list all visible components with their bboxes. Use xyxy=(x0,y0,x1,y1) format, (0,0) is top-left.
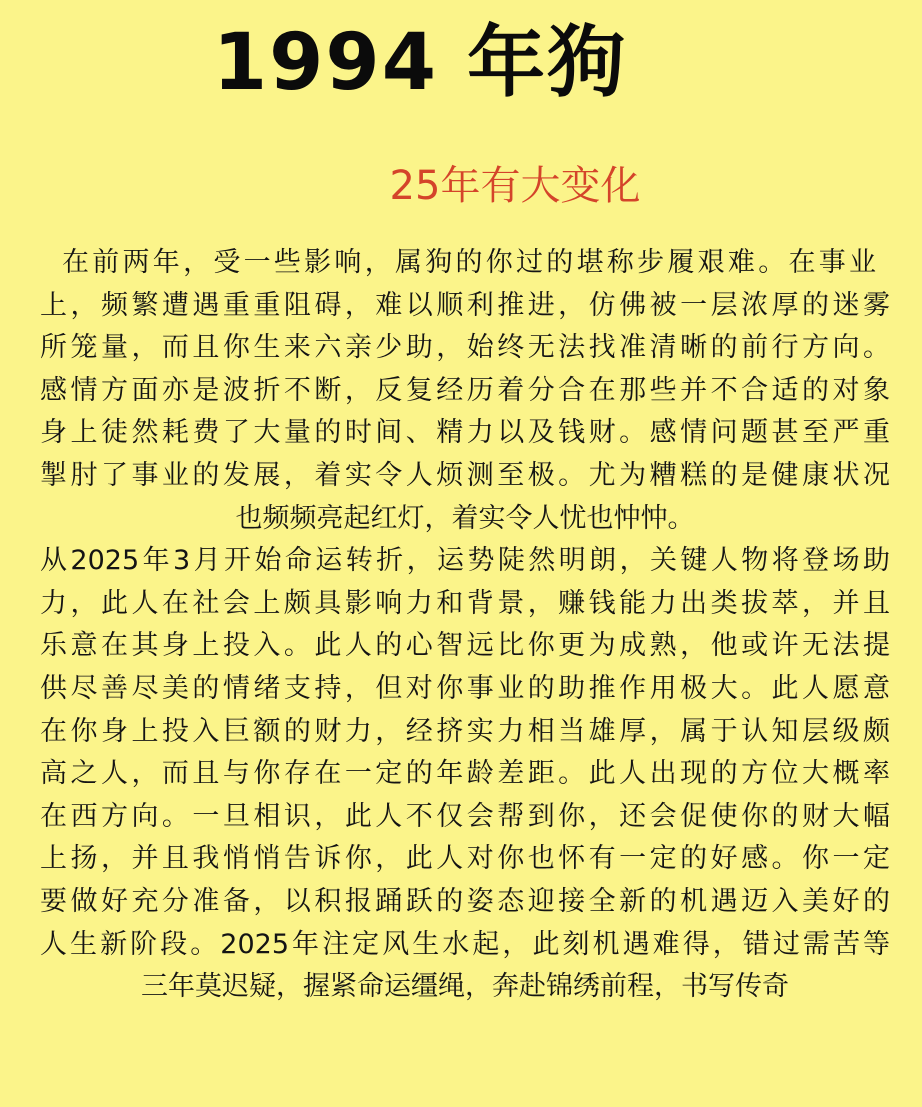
paragraph-2 xyxy=(40,540,890,1009)
text-line: 乐意在其身上投入。此人的心智远比你更为成熟，他或许无法提 xyxy=(40,630,890,662)
text-line: 掣肘了事业的发展，着实令人烦测至极。尤为糟糕的是健康状况 xyxy=(40,459,890,491)
text-line: 力，此人在社会上颇具影响力和背景，赚钱能力出类拔萃，并且 xyxy=(40,587,890,619)
article-body xyxy=(40,242,890,1009)
text-line: 从2025年3月开始命运转折，运势陡然明朗，关键人物将登场助 xyxy=(40,545,890,577)
text-line: 在你身上投入巨额的财力，经挤实力相当雄厚，属于认知层级颇 xyxy=(40,715,890,747)
text-line: 所笼量，而且你生来六亲少助，始终无法找准清晰的前行方向。 xyxy=(40,332,890,364)
paragraph-1 xyxy=(40,242,890,540)
page-subtitle: 25年有大变化 xyxy=(389,163,641,209)
text-line: 高之人，而且与你存在一定的年龄差距。此人出现的方位大概率 xyxy=(40,758,890,790)
text-line: 供尽善尽美的情绪支持，但对你事业的助推作用极大。此人愿意 xyxy=(40,672,890,704)
text-line: 上扬，并且我悄悄告诉你，此人对你也怀有一定的好感。你一定 xyxy=(40,843,890,875)
text-line: 也频频亮起红灯，着实令人忧也忡忡。 xyxy=(235,502,695,534)
page-title: 1994 年狗 xyxy=(212,18,628,108)
text-line: 在西方向。一旦相识，此人不仅会帮到你，还会促使你的财大幅 xyxy=(40,800,890,832)
text-line: 要做好充分准备，以积报踊跃的姿态迎接全新的机遇迈入美好的 xyxy=(40,885,890,917)
text-line: 身上徒然耗费了大量的时间、精力以及钱财。感情问题甚至严重 xyxy=(40,417,890,449)
text-line: 感情方面亦是波折不断，反复经历着分合在那些并不合适的对象 xyxy=(40,374,890,406)
text-line: 上，频繁遭遇重重阻碍，难以顺利推进，仿佛被一层浓厚的迷雾 xyxy=(40,289,890,321)
text-line: 人生新阶段。2025年注定风生水起，此刻机遇难得，错过需苦等 xyxy=(40,928,890,960)
text-line: 在前两年，受一些影响，属狗的你过的堪称步履艰难。在事业 xyxy=(62,247,876,278)
text-line: 三年莫迟疑，握紧命运缰绳，奔赴锦绣前程，书写传奇 xyxy=(141,971,789,1003)
